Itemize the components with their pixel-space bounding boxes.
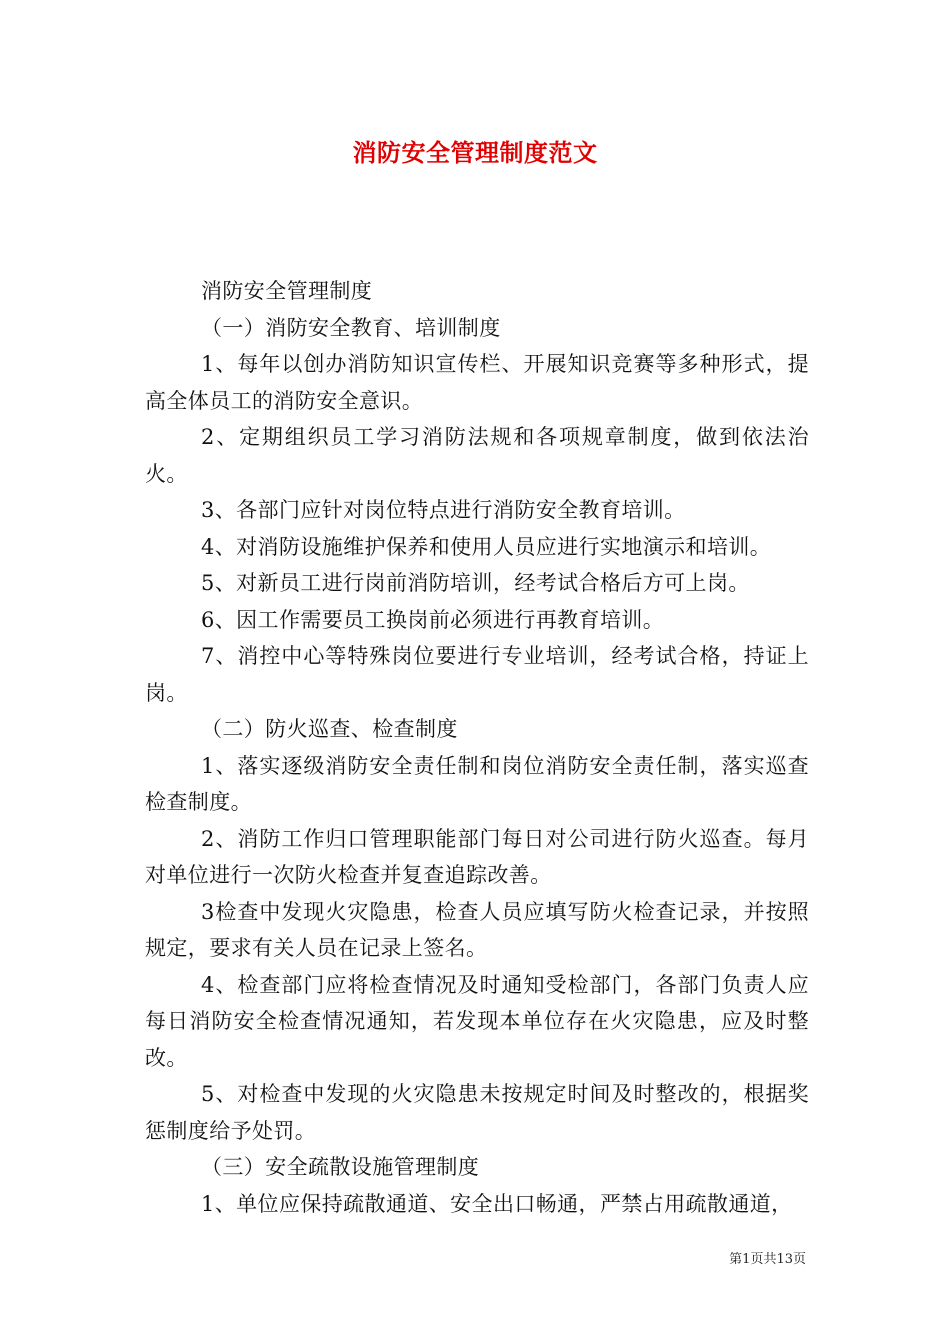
paragraph: 6、因工作需要员工换岗前必须进行再教育培训。 <box>201 607 665 632</box>
paragraph: 5、对新员工进行岗前消防培训，经考试合格后方可上岗。 <box>201 571 750 595</box>
section-heading: （一）消防安全教育、培训制度 <box>201 315 501 340</box>
paragraph: 4、检查部门应将检查情况及时通知受检部门，各部门负责人应每日消防安全检查情况通知，若发现本单位存在火灾隐患，应及时整改。 <box>145 972 809 1070</box>
page-number: 第1页共13页 <box>729 1252 806 1267</box>
paragraph: 4、对消防设施维护保养和使用人员应进行实地演示和培训。 <box>201 534 772 559</box>
paragraph: 3、各部门应针对岗位特点进行消防安全教育培训。 <box>201 498 686 522</box>
document-title: 消防安全管理制度范文 <box>352 138 598 167</box>
paragraph: 7、消控中心等特殊岗位要进行专业培训，经考试合格，持证上岗。 <box>145 644 809 705</box>
paragraph: 2、消防工作归口管理职能部门每日对公司进行防火巡查。每月对单位进行一次防火检查并复查追踪改善。 <box>145 826 809 887</box>
paragraph: 1、单位应保持疏散通道、安全出口畅通，严禁占用疏散通道， <box>201 1191 793 1216</box>
document-body <box>145 273 809 1222</box>
section-heading: （二）防火巡查、检查制度 <box>201 717 458 741</box>
section-heading: （三）安全疏散设施管理制度 <box>201 1155 480 1179</box>
paragraph: 消防安全管理制度 <box>201 279 373 303</box>
paragraph: 1、落实逐级消防安全责任制和岗位消防安全责任制，落实巡查检查制度。 <box>145 753 809 814</box>
paragraph: 2、定期组织员工学习消防法规和各项规章制度，做到依法治火。 <box>145 425 809 486</box>
paragraph: 1、每年以创办消防知识宣传栏、开展知识竞赛等多种形式，提高全体员工的消防安全意识。 <box>145 352 809 413</box>
paragraph: 5、对检查中发现的火灾隐患未按规定时间及时整改的，根据奖惩制度给予处罚。 <box>145 1082 809 1143</box>
paragraph: 3检查中发现火灾隐患，检查人员应填写防火检查记录，并按照规定，要求有关人员在记录上签名。 <box>145 899 809 960</box>
